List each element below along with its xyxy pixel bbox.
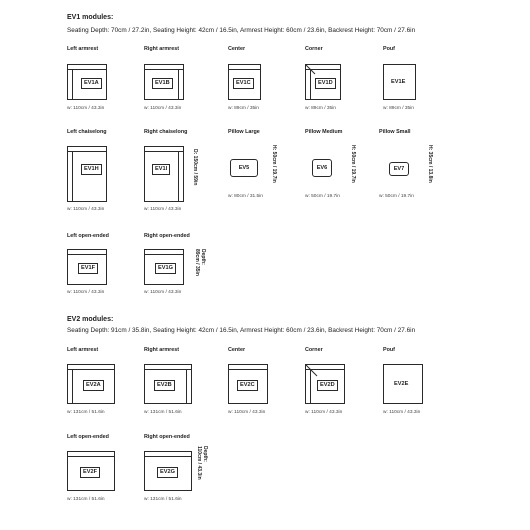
module-code: EV1E — [391, 79, 406, 85]
armrest-shape — [178, 146, 184, 202]
backrest-shape — [228, 64, 261, 70]
module-code: EV1H — [81, 164, 102, 175]
module-code: EV2B — [154, 380, 175, 391]
module-code: EV2D — [317, 380, 338, 391]
module-code: EV6 — [313, 165, 331, 172]
module-height: H: 50cm / 19.7in — [271, 145, 277, 183]
module-code: EV2E — [394, 381, 409, 387]
ev1-section-title: EV1 modules: — [67, 14, 114, 21]
module-name: Pouf — [383, 46, 395, 52]
module-code: EV2F — [80, 467, 100, 478]
module-depth: D: 150cm / 59in — [192, 149, 198, 186]
module-name: Left armrest — [67, 347, 99, 353]
backrest-shape — [144, 249, 184, 255]
backrest-shape — [144, 451, 192, 457]
backrest-shape — [144, 364, 192, 370]
module-code: EV2C — [237, 380, 258, 391]
module-name: Right armrest — [144, 46, 180, 52]
module-name: Pillow Medium — [305, 129, 343, 135]
module-code: EV1G — [155, 263, 176, 274]
module-code: EV7 — [390, 166, 408, 173]
module-height: H: 50cm / 19.7in — [350, 145, 356, 183]
module-width: w: 50cm / 19.7in — [379, 194, 414, 199]
module-code: EV1I — [152, 164, 170, 175]
armrest-shape — [67, 146, 73, 202]
backrest-shape — [144, 146, 184, 152]
module-name: Corner — [305, 347, 323, 353]
module-name: Right open-ended — [144, 233, 190, 239]
module-width: w: 110cm / 43.3in — [144, 106, 182, 111]
module-depth: 89cm / 35in — [194, 249, 200, 276]
module-name: Pillow Small — [379, 129, 411, 135]
module-name: Left chaiselong — [67, 129, 107, 135]
module-code: EV1A — [81, 78, 102, 89]
ev1-spec-line: Seating Depth: 70cm / 27.2in, Seating Height: 42cm / 16.5in, Armrest Height: 60cm / 23.6in, Backrest Height: 70cm / 27.6in — [67, 27, 416, 34]
corner-diagonal — [305, 64, 319, 78]
module-name: Right open-ended — [144, 434, 190, 440]
module-width: w: 89cm / 35in — [383, 106, 414, 111]
pillow-shape — [230, 159, 258, 177]
module-width: w: 110cm / 43.3in — [144, 290, 182, 295]
backrest-shape — [67, 364, 115, 370]
module-width: w: 131cm / 51.6in — [67, 410, 105, 415]
module-code: EV1B — [152, 78, 173, 89]
backrest-shape — [144, 64, 184, 70]
module-width: w: 110cm / 43.3in — [228, 410, 266, 415]
module-code: EV1F — [78, 263, 98, 274]
module-width: w: 89cm / 35in — [305, 106, 336, 111]
module-name: Pillow Large — [228, 129, 260, 135]
module-depth-label: Depth: — [202, 446, 208, 462]
module-width: w: 110cm / 43.3in — [144, 207, 182, 212]
module-width: w: 131cm / 51.6in — [144, 497, 182, 502]
module-width: w: 110cm / 43.3in — [67, 290, 105, 295]
module-name: Center — [228, 46, 246, 52]
module-name: Right chaiselong — [144, 129, 188, 135]
module-code: EV2A — [83, 380, 104, 391]
module-code: EV1D — [315, 78, 336, 89]
pillow-shape — [312, 159, 332, 177]
backrest-shape — [228, 364, 268, 370]
module-width: w: 80cm / 31.5in — [228, 194, 263, 199]
module-width: w: 110cm / 43.3in — [67, 106, 105, 111]
module-width: w: 131cm / 51.6in — [144, 410, 182, 415]
backrest-shape — [67, 146, 107, 152]
module-height: H: 35cm / 13.8in — [427, 145, 433, 183]
armrest-shape — [67, 364, 73, 404]
module-name: Right armrest — [144, 347, 180, 353]
module-name: Pouf — [383, 347, 395, 353]
module-width: w: 110cm / 43.3in — [305, 410, 343, 415]
module-name: Corner — [305, 46, 323, 52]
module-code: EV2G — [157, 467, 178, 478]
armrest-shape — [186, 364, 192, 404]
module-name: Left open-ended — [67, 434, 109, 440]
corner-diagonal — [305, 364, 321, 380]
ev2-spec-line: Seating Depth: 91cm / 35.8in, Seating Height: 42cm / 16.5in, Armrest Height: 60cm / 23.6in, Backrest Height: 70cm / 27.6in — [67, 327, 416, 334]
module-code: EV5 — [231, 165, 257, 172]
module-width: w: 89cm / 35in — [228, 106, 259, 111]
backrest-shape — [67, 64, 107, 70]
module-width: w: 110cm / 43.3in — [67, 207, 105, 212]
module-depth-label: Depth: — [200, 249, 206, 265]
module-name: Center — [228, 347, 246, 353]
module-width: w: 50cm / 19.7in — [305, 194, 340, 199]
module-width: w: 131cm / 51.6in — [67, 497, 105, 502]
module-width: w: 110cm / 43.3in — [383, 410, 421, 415]
backrest-shape — [67, 451, 115, 457]
ev2-section-title: EV2 modules: — [67, 316, 114, 323]
backrest-shape — [67, 249, 107, 255]
module-name: Left open-ended — [67, 233, 109, 239]
module-code: EV1C — [233, 78, 254, 89]
module-name: Left armrest — [67, 46, 99, 52]
pillow-shape — [389, 162, 409, 176]
module-depth: 110cm / 43.3in — [196, 446, 202, 480]
